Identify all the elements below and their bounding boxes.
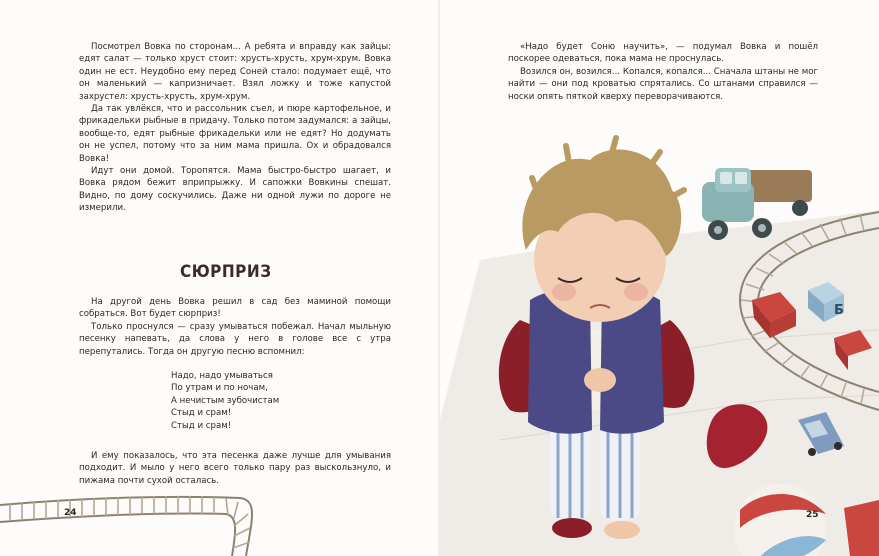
red-block-corner — [844, 500, 879, 556]
paragraph: «Надо будет Соню научить», — подумал Вовка и пошёл поскорее одеваться, пока мама не проснулась. — [508, 42, 818, 65]
poem-line: Надо, надо умываться — [171, 371, 273, 381]
paragraph: Возился он, возился... Копался, копался... Сначала штаны не мог найти — они под кроватью спрятались. Со штанами справился — носки опять пяткой кверху переворачиваются. — [508, 66, 818, 102]
paragraph: Идут они домой. Торопятся. Мама быстро-быстро шагает, и Вовка рядом бежит вприпрыжку. И сапожки Вовкины спешат. Видно, по дому соскучились. Даже ни одной лужи по дороге не измерили. — [79, 166, 391, 214]
poem-line: По утрам и по ночам, — [171, 383, 268, 394]
page-number: 24 — [64, 508, 77, 518]
boy-dressing-illustration — [440, 0, 879, 556]
paragraph: Только проснулся — сразу умываться побежал. Начал мыльную песенку напевать, да слова у него в голове все с утра перепутались. Тогда он другую песню вспомнил: — [79, 321, 391, 357]
paragraph: И ему показалось, что эта песенка даже лучше для умывания подходит. И мыло у него всего только пару раз выскользнуло, и пижама почти сухой осталась. — [79, 451, 391, 486]
paragraph: Посмотрел Вовка по сторонам... А ребята и вправду как зайцы: едят салат — только хруст стоит: хрусть-хрусть, хрум-хрум. Вовка один не ест. Неудобно ему перед Соней стало: подумает ещё, что он маленький — капризничает. Взял ложку и тоже капустой захрустел: хрусть-хрусть, хрум-хрум. — [79, 42, 391, 102]
left-rail-track-illustration — [0, 0, 439, 556]
poem-line: Стыд и срам! — [171, 420, 232, 431]
left-page — [0, 0, 439, 556]
chapter-heading: СЮРПРИЗ — [180, 262, 272, 282]
right-page — [440, 0, 879, 556]
paragraph: Да так увлёкся, что и рассольник съел, и пюре картофельное, и фрикадельки рыбные в придачу. Только потом задумался: а зайцы, вообще-то, едят рыбные фрикадельки или не едят? Но додумать он не успел, потому что за ним мама пришла. Ох и обрадовался Вовка! — [79, 104, 391, 164]
paragraph: На другой день Вовка решил в сад без маминой помощи собраться. Вот будет сюрприз! — [79, 297, 391, 320]
page-number: 25 — [806, 510, 819, 520]
poem-line: А нечистым зубочистам — [171, 395, 280, 406]
block-letter: Б — [834, 303, 844, 318]
poem-line: Стыд и срам! — [171, 408, 232, 419]
